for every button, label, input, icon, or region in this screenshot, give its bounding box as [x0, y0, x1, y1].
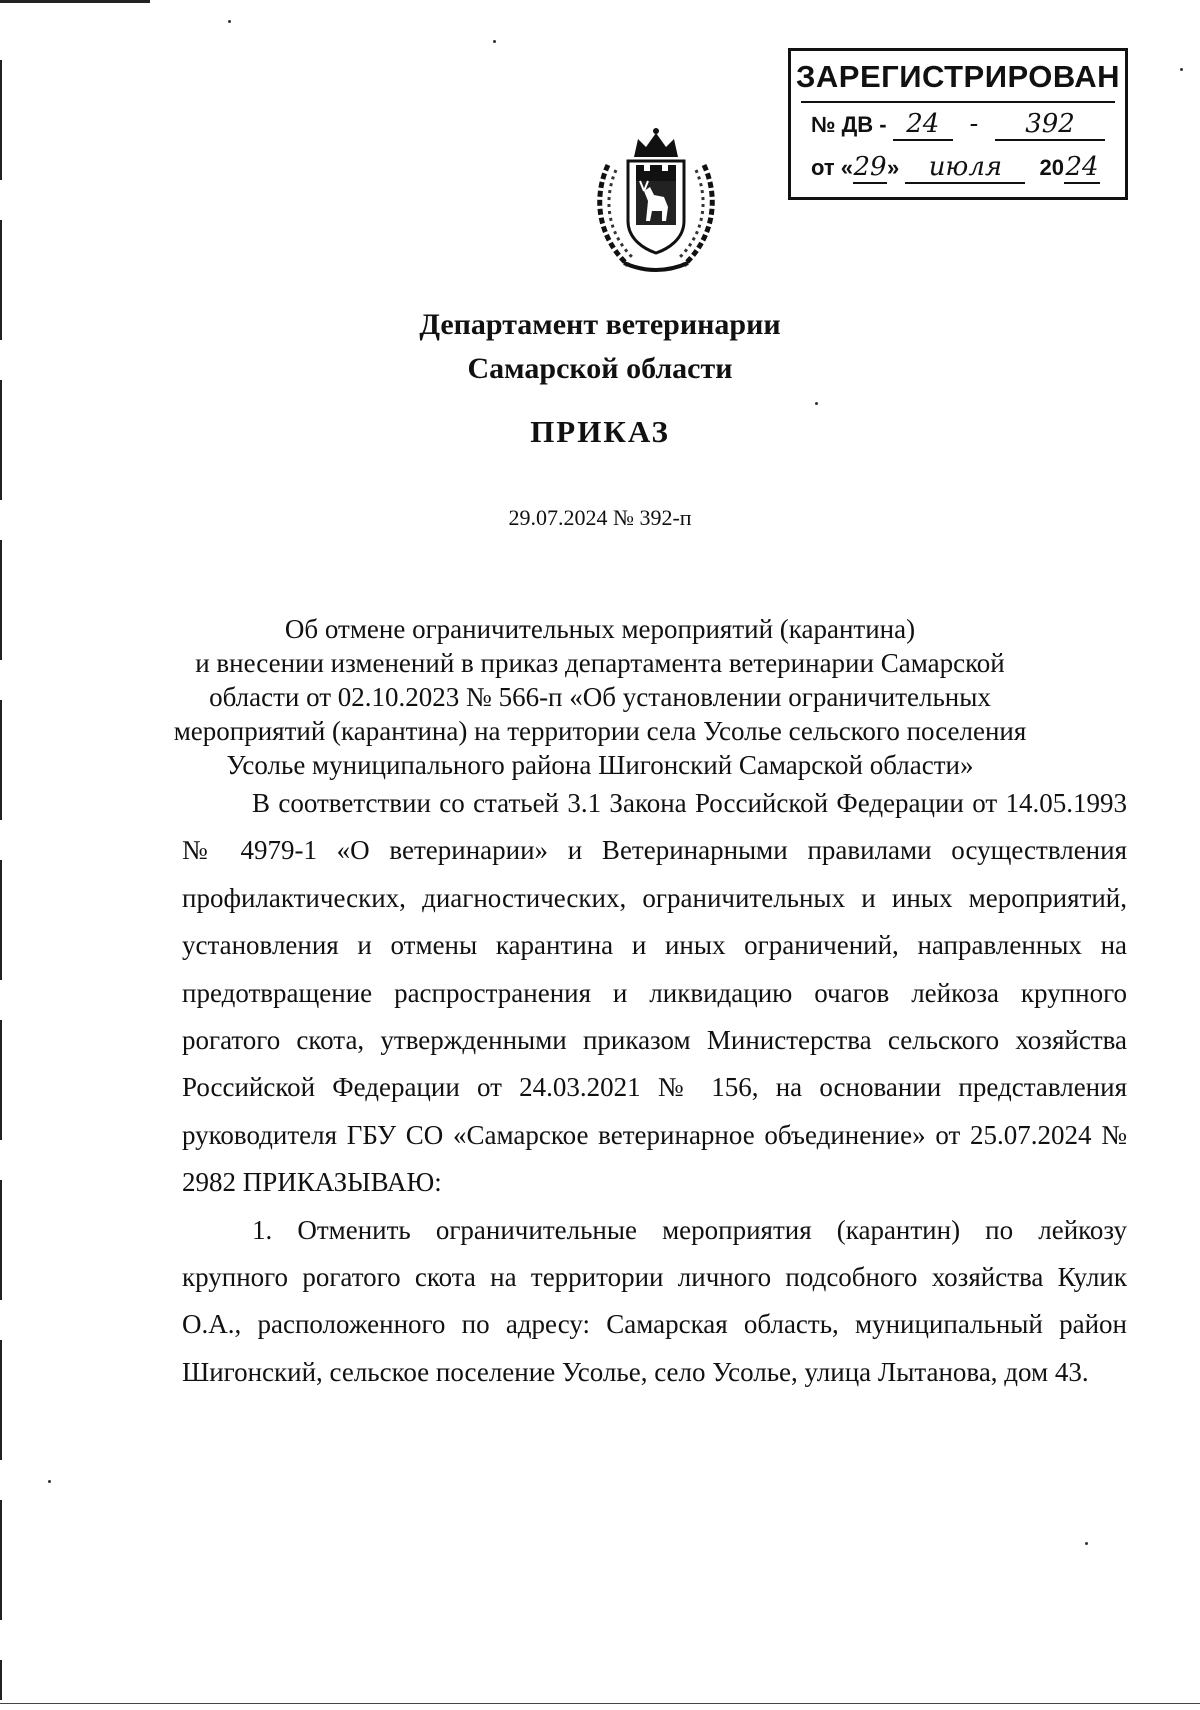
preamble-paragraph: В соответствии со статьей 3.1 Закона Российской Федерации от 14.05.1993 № 4979-1 «О ветеринарии» и Ветеринарными правилами осуществления профилактических, диагностических, ограничительных и иных мероприятий, установления и отмены карантина и иных ограничений, направленных на предотвращение распространения и ликвидацию очагов лейкоза крупного рогатого скота, утвержденными приказом Министерства сельского хозяйства Российской Федерации от 24.03.2021 № 156, на основании представления руководителя ГБУ СО «Самарское ветеринарное объединение» от 25.07.2024 № 2982 ПРИКАЗЫВАЮ: [182, 788, 1127, 1198]
stamp-number-prefix: № ДВ - [811, 112, 887, 137]
subject-line: мероприятий (карантина) на территории села Усолье сельского поселения [173, 716, 1027, 746]
subject-line: Об отмене ограничительных мероприятий (карантина) [284, 614, 916, 644]
stamp-date-mid: » [887, 155, 900, 180]
subject-line: Усолье муниципального района Шигонский Самарской области» [226, 750, 974, 780]
stamp-date-year: 24 [1065, 152, 1099, 182]
stamp-date-prefix: от « [811, 155, 854, 180]
registration-stamp [788, 48, 1128, 200]
stamp-number-handwritten-b: 392 [995, 109, 1105, 141]
stamp-number-row [811, 109, 1105, 141]
subject-line: и внесении изменений в приказ департамента ветеринарии Самарской [195, 648, 1005, 678]
scan-speck [815, 402, 818, 405]
scan-speck [1180, 68, 1183, 71]
stamp-number-separator: - [969, 109, 979, 139]
stamp-title: ЗАРЕГИСТРИРОВАН [795, 59, 1121, 94]
order-subject [130, 612, 1070, 782]
subject-line: области от 02.10.2023 № 566-п «Об установлении ограничительных [209, 682, 991, 712]
department-name [0, 303, 1200, 391]
scan-speck [228, 20, 231, 23]
scan-edge-mark [0, 0, 150, 3]
stamp-date-month: июля [905, 152, 1025, 184]
scan-bottom-edge [0, 1703, 1200, 1704]
order-item-1: 1. Отменить ограничительные мероприятия (карантин) по лейкозу крупного рогатого скота на территории личного подсобного хозяйства Кулик О.А., расположенного по адресу: Самарская область, муниципальный район Шигонский, сельское поселение Усолье, село Усолье, улица Лытанова, дом 43. [182, 1214, 1127, 1387]
scan-speck [493, 40, 496, 43]
document-type-title: ПРИКАЗ [530, 414, 670, 449]
stamp-date-row [811, 152, 1100, 184]
department-line-1: Департамент ветеринарии [419, 308, 781, 341]
document-date-number: 29.07.2024 № 392-п [508, 505, 692, 530]
order-body [182, 780, 1127, 1396]
stamp-number-handwritten-a: 24 [893, 109, 953, 141]
department-line-2: Самарской области [467, 352, 733, 385]
scan-speck [48, 1480, 51, 1483]
coat-of-arms-emblem [588, 125, 724, 275]
scan-speck [1085, 1542, 1088, 1545]
stamp-divider [801, 101, 1115, 103]
stamp-date-day: 29 [853, 152, 887, 182]
stamp-year-prefix: 20 [1039, 155, 1064, 180]
